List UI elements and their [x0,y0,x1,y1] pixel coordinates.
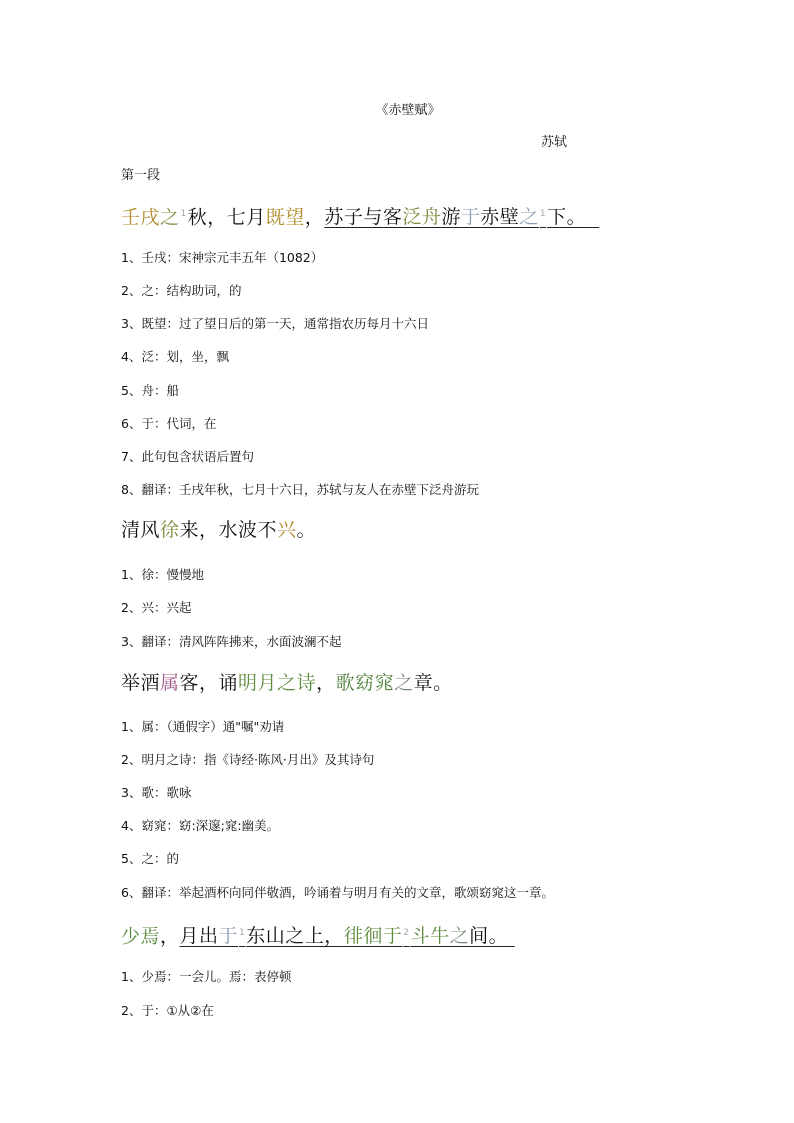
word: 下。 [547,206,587,229]
classical-sentence-3 [121,671,453,695]
document-title: 《赤壁赋》 [375,103,441,118]
note-line: 4、窈窕：窈:深邃;窕:幽美。 [121,818,280,833]
footnote-marker: 1 [539,209,547,219]
underlined-clause [324,206,599,228]
section-heading: 第一段 [121,168,161,183]
word: 徘徊于 [343,925,403,948]
note-line: 2、于：①从②在 [121,1003,214,1018]
word: 举酒 [121,672,161,694]
word: 章。 [413,672,453,694]
punctuation: ， [304,206,325,229]
word: 少焉 [121,925,161,948]
word: 泛舟 [402,206,442,229]
word: 于 [460,206,481,229]
word: 之 [160,206,180,229]
word: 秋，七月 [187,206,266,229]
punctuation: ， [316,672,336,694]
note-line: 1、徐：慢慢地 [121,567,204,582]
word: 之 [449,925,470,948]
underlined-clause [180,925,515,947]
word: 间。 [469,925,509,948]
word: 于 [218,925,239,948]
note-line: 8、翻译：壬戌年秋，七月十六日，苏轼与友人在赤壁下泛舟游玩 [121,482,479,497]
footnote-marker: 1 [239,928,246,938]
word: 客，诵 [179,672,239,694]
word: 明月之诗 [238,672,317,694]
classical-sentence-4 [121,921,515,948]
note-line: 1、属：（通假字）通"嘱"劝请 [121,719,285,734]
word: 属 [160,672,180,694]
word: 壬戌 [121,206,161,229]
word: 月出 [179,925,219,948]
note-line: 3、翻译：清风阵阵拂来，水面波澜不起 [121,634,342,649]
classical-sentence-1 [121,202,599,229]
word: 之 [394,672,414,694]
note-line: 5、之：的 [121,851,179,866]
word: 苏子与客 [324,206,403,229]
author-name: 苏轼 [541,135,568,150]
word: 之 [519,206,539,229]
word: 赤壁 [480,206,520,229]
note-line: 3、既望：过了望日后的第一天，通常指农历每月十六日 [121,316,429,331]
note-line: 6、于：代词，在 [121,416,217,431]
note-line: 1、壬戌：宋神宗元丰五年（1082） [121,250,324,265]
punctuation: ， [160,925,180,948]
note-line: 7、此句包含状语后置句 [121,449,254,464]
note-line: 3、歌：歌咏 [121,785,192,800]
word: 歌窈窕 [335,672,395,694]
word: 兴 [277,519,297,541]
note-line: 2、明月之诗：指《诗经·陈风·月出》及其诗句 [121,752,375,767]
punctuation: 。 [296,519,317,541]
word: 东山之上， [246,925,344,948]
note-line: 4、泛：划，坐，飘 [121,349,229,364]
note-line: 2、兴：兴起 [121,600,192,615]
note-line: 1、少焉：一会儿。焉：表停顿 [121,969,292,984]
classical-sentence-2 [121,518,316,542]
word: 徐 [160,519,180,541]
note-line: 2、之：结构助词，的 [121,283,242,298]
word: 游 [441,206,461,229]
note-line: 6、翻译：举起酒杯向同伴敬酒，吟诵着与明月有关的文章，歌颂窈窕这一章。 [121,885,554,900]
word: 清风 [121,519,161,541]
word: 来，水波不 [179,519,278,541]
footnote-marker: 1 [180,209,187,219]
word: 斗牛 [410,925,450,948]
footnote-marker: 2 [403,928,410,938]
note-line: 5、舟：船 [121,383,179,398]
word: 既望 [265,206,305,229]
